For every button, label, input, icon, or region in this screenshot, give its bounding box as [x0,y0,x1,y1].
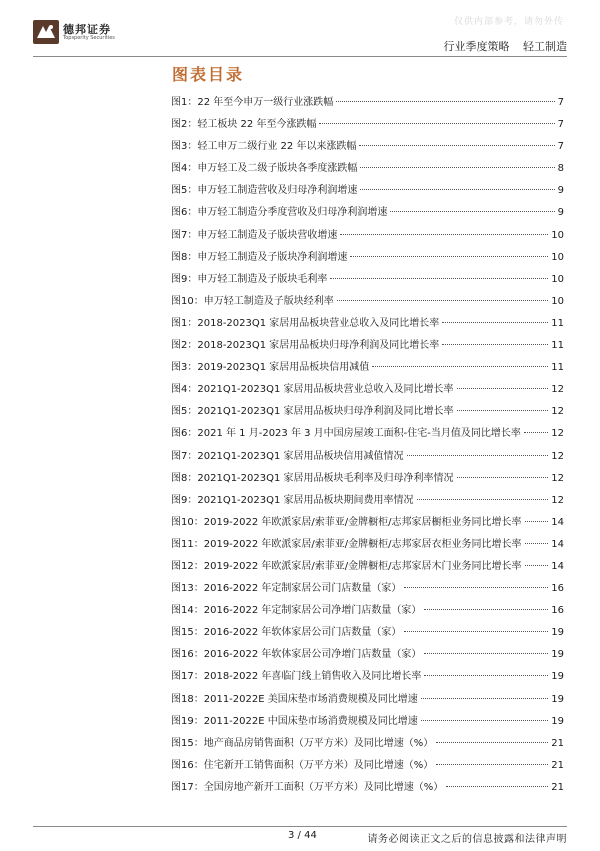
entry-page: 16 [551,605,564,617]
toc-entry[interactable] [171,446,564,468]
entry-page: 21 [551,781,564,793]
entry-title: 2019-2023Q1 家居用品板块信用减值 [197,362,370,374]
entry-page: 21 [551,737,564,749]
dot-leader [330,277,548,279]
entry-page: 16 [551,583,564,595]
toc-entry[interactable] [171,689,564,711]
entry-page: 14 [551,538,564,550]
dot-leader [360,188,554,190]
entry-label: 图6： [171,207,198,219]
dot-leader [525,564,549,566]
entry-title: 2018-2023Q1 家居用品板块归母净利润及同比增长率 [197,340,440,352]
entry-page: 12 [551,384,564,396]
entry-page: 12 [551,428,564,440]
entry-title: 2021Q1-2023Q1 家居用品板块归母净利润及同比增长率 [197,406,454,418]
logo-name-en: Topsperity Securities [63,35,115,41]
entry-page: 19 [551,627,564,639]
dot-leader [436,763,548,765]
entry-label: 图15： [171,737,204,749]
dot-leader [442,321,548,323]
entry-label: 图3： [171,141,198,153]
entry-title: 2021Q1-2023Q1 家居用品板块信用减值情况 [197,450,404,462]
toc-entry[interactable] [171,600,564,622]
dot-leader [390,210,554,212]
entry-label: 图13： [171,583,204,595]
entry-label: 图6： [171,428,198,440]
entry-page: 7 [557,141,564,153]
dot-leader [421,719,549,721]
entry-title: 住宅新开工销售面积（万平方米）及同比增速（%） [203,759,434,771]
dot-leader [457,476,549,478]
entry-title: 申万轻工制造及子版块营收增速 [197,229,338,241]
entry-title: 申万轻工制造分季度营收及归母净利润增速 [197,207,388,219]
dot-leader [360,166,554,168]
entry-label: 图17： [171,671,204,683]
toc-entry[interactable] [171,180,564,202]
entry-title: 2016-2022 年软体家居公司门店数量（家） [203,627,402,639]
entry-label: 图4： [171,384,198,396]
entry-page: 19 [551,671,564,683]
toc-entry[interactable] [171,423,564,445]
toc-entry[interactable] [171,512,564,534]
toc-entry[interactable] [171,401,564,423]
entry-title: 全国房地产新开工面积（万平方米）及同比增速（%） [203,781,444,793]
entry-title: 2016-2022 年定制家居公司门店数量（家） [203,583,402,595]
entry-page: 12 [551,450,564,462]
entry-label: 图10： [171,516,204,528]
entry-page: 7 [557,97,564,108]
entry-label: 图8： [171,472,198,484]
figure-list [171,92,564,799]
entry-label: 图4： [171,163,198,175]
dot-leader [407,454,549,456]
entry-title: 2011-2022E 中国床垫市场消费规模及同比增速 [203,715,418,727]
entry-page: 9 [557,207,564,219]
toc-entry[interactable] [171,379,564,401]
entry-page: 10 [551,273,564,285]
toc-entry[interactable] [171,578,564,600]
entry-title: 2018-2022 年喜临门线上销售收入及同比增长率 [203,671,422,683]
entry-title: 2019-2022 年欧派家居/索菲亚/金牌橱柜/志邦家居衣柜业务同比增长率 [203,538,522,550]
entry-label: 图7： [171,229,198,241]
entry-page: 14 [551,560,564,572]
toc-entry[interactable] [171,357,564,379]
toc-entry[interactable] [171,490,564,512]
toc-entry[interactable] [171,291,564,313]
dot-leader [404,586,548,588]
entry-page: 7 [557,119,564,131]
header-tags [434,38,568,54]
entry-label: 图15： [171,627,204,639]
company-logo [33,20,153,44]
dot-leader [442,343,548,345]
entry-title: 轻工板块 22 年至今涨跌幅 [197,119,317,131]
watermark: 仅供内部参考，请勿外传 [453,17,564,27]
entry-title: 22 年至今申万一级行业涨跌幅 [197,97,334,108]
entry-label: 图1： [171,97,198,108]
entry-page: 12 [551,494,564,506]
dot-leader [350,255,548,257]
toc-entry[interactable] [171,644,564,666]
entry-label: 图9： [171,273,198,285]
entry-page: 14 [551,516,564,528]
page-number: 3 / 44 [288,830,317,841]
entry-title: 申万轻工制造及子版块毛利率 [197,273,328,285]
entry-title: 轻工申万二级行业 22 年以来涨跌幅 [197,141,357,153]
entry-label: 图19： [171,715,204,727]
entry-label: 图3： [171,362,198,374]
entry-page: 11 [551,317,564,329]
toc-entry[interactable] [171,114,564,136]
dot-leader [424,608,548,610]
entry-label: 图12： [171,560,204,572]
entry-title: 2018-2023Q1 家居用品板块营业总收入及同比增长率 [197,317,440,329]
dot-leader [436,741,548,743]
dot-leader [404,630,548,632]
toc-entry[interactable] [171,755,564,777]
toc-entry[interactable] [171,269,564,291]
entry-title: 2019-2022 年欧派家居/索菲亚/金牌橱柜/志邦家居橱柜业务同比增长率 [203,516,522,528]
industry-tag: 轻工制造 [523,40,567,53]
entry-label: 图9： [171,494,198,506]
entry-page: 12 [551,472,564,484]
entry-page: 10 [551,251,564,263]
dot-leader [359,144,554,146]
entry-page: 8 [557,163,564,175]
entry-label: 图1： [171,317,198,329]
toc-entry[interactable] [171,92,564,114]
toc-entry[interactable] [171,468,564,490]
dot-leader [446,785,548,787]
logo-mark-icon [33,20,59,44]
entry-label: 图10： [171,295,204,307]
dot-leader [372,365,548,367]
entry-page: 10 [551,229,564,241]
toc-entry[interactable] [171,225,564,247]
entry-page: 21 [551,759,564,771]
entry-title: 2011-2022E 美国床垫市场消费规模及同比增速 [203,693,418,705]
entry-title: 申万轻工制造及子版块净利润增速 [197,251,348,263]
dot-leader [340,233,548,235]
entry-title: 申万轻工及二级子版块各季度涨跌幅 [197,163,358,175]
entry-label: 图16： [171,649,204,661]
footer-divider [33,826,567,827]
dot-leader [319,122,554,124]
logo-name-cn: 德邦证券 [63,23,111,36]
entry-page: 9 [557,185,564,197]
header-divider [33,56,567,57]
toc-entry[interactable] [171,711,564,733]
dot-leader [424,652,548,654]
entry-label: 图2： [171,119,198,131]
entry-title: 申万轻工制造营收及归母净利润增速 [197,185,358,197]
entry-label: 图5： [171,406,198,418]
entry-label: 图7： [171,450,198,462]
entry-page: 12 [551,406,564,418]
entry-title: 2016-2022 年软体家居公司净增门店数量（家） [203,649,422,661]
entry-label: 图16： [171,759,204,771]
dot-leader [336,100,554,102]
dot-leader [524,431,548,433]
entry-label: 图5： [171,185,198,197]
entry-label: 图11： [171,538,204,550]
entry-page: 19 [551,715,564,727]
entry-label: 图8： [171,251,198,263]
entry-label: 图2： [171,340,198,352]
dot-leader [525,520,549,522]
dot-leader [421,697,549,699]
toc-entry[interactable] [171,313,564,335]
report-type-tag: 行业季度策略 [443,40,510,53]
toc-entry[interactable] [171,534,564,556]
entry-page: 19 [551,693,564,705]
disclaimer-text: 请务必阅读正文之后的信息披露和法律声明 [367,834,567,845]
dot-leader [525,542,549,544]
entry-title: 2021 年 1 月-2023 年 3 月中国房屋竣工面积-住宅-当月值及同比增长率 [197,428,521,440]
toc-entry[interactable] [171,622,564,644]
entry-title: 申万轻工制造及子版块经利率 [203,295,334,307]
entry-page: 19 [551,649,564,661]
dot-leader [457,409,549,411]
entry-label: 图17： [171,781,204,793]
toc-entry[interactable] [171,733,564,755]
entry-title: 2021Q1-2023Q1 家居用品板块营业总收入及同比增长率 [197,384,454,396]
entry-title: 2019-2022 年欧派家居/索菲亚/金牌橱柜/志邦家居木门业务同比增长率 [203,560,522,572]
toc-entry[interactable] [171,158,564,180]
dot-leader [424,674,548,676]
toc-entry[interactable] [171,136,564,158]
toc-entry[interactable] [171,202,564,224]
entry-page: 11 [551,362,564,374]
toc-entry[interactable] [171,247,564,269]
dot-leader [337,299,549,301]
entry-title: 2021Q1-2023Q1 家居用品板块期间费用率情况 [197,494,414,506]
entry-title: 2021Q1-2023Q1 家居用品板块毛利率及归母净利率情况 [197,472,454,484]
entry-page: 11 [551,340,564,352]
toc-title: 图表目录 [172,65,245,84]
dot-leader [457,387,549,389]
toc-entry[interactable] [171,556,564,578]
entry-page: 10 [551,295,564,307]
entry-title: 地产商品房销售面积（万平方米）及同比增速（%） [203,737,434,749]
toc-entry[interactable] [171,777,564,799]
toc-entry[interactable] [171,335,564,357]
entry-label: 图14： [171,605,204,617]
entry-title: 2016-2022 年定制家居公司净增门店数量（家） [203,605,422,617]
dot-leader [417,498,549,500]
toc-entry[interactable] [171,666,564,688]
entry-label: 图18： [171,693,204,705]
